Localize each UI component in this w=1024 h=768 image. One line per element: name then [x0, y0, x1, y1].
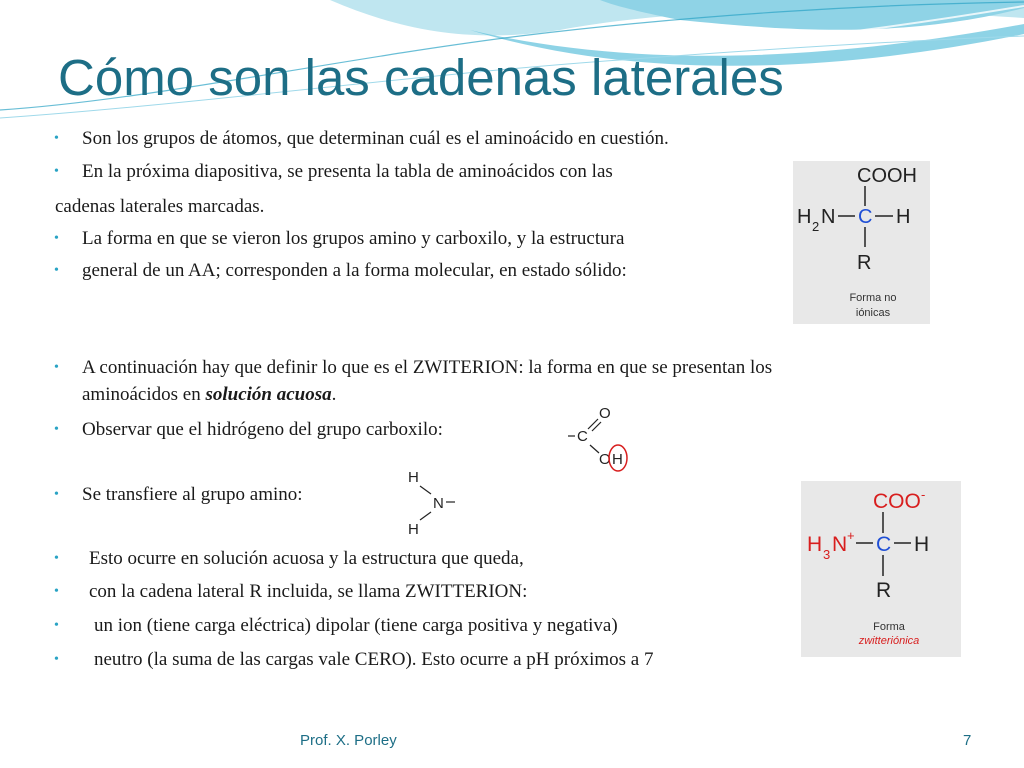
carboxyl-group-diagram — [566, 400, 650, 490]
text-fragment: . — [331, 384, 337, 405]
carbon-label: C — [577, 428, 588, 445]
nonionic-structure-figure — [793, 161, 930, 324]
ammonium-subscript-label: 3 — [823, 547, 831, 562]
emphasis-text: solución acuosa — [205, 384, 332, 405]
bullet-marker: • — [54, 618, 59, 633]
text-fragment: aminoácidos en — [82, 384, 206, 405]
alpha-carbon-label: C — [876, 533, 892, 556]
bullet-marker: • — [54, 422, 59, 437]
figure-caption: Forma no — [849, 292, 897, 304]
text-line: En la próxima diapositiva, se presenta la tabla de aminoácidos con las — [82, 161, 613, 182]
bullet-marker: • — [54, 131, 59, 146]
nitrogen-label: N — [433, 495, 444, 512]
zwitterion-structure-figure — [801, 481, 961, 657]
hydrogen-label: H — [612, 451, 623, 468]
figure-caption: zwitteriónica — [858, 635, 920, 647]
amino-group-figure — [393, 462, 459, 542]
figure-caption: iónicas — [855, 307, 891, 319]
amino-subscript-label: 2 — [812, 219, 820, 234]
page-number: 7 — [963, 732, 972, 749]
r-group-label: R — [857, 252, 872, 274]
text-line: La forma en que se vieron los grupos amino y carboxilo, y la estructura — [82, 228, 625, 249]
amino-group-diagram — [393, 462, 459, 542]
negative-charge-label: - — [921, 487, 926, 502]
bullet-marker: • — [54, 164, 59, 179]
bond-line — [420, 512, 431, 520]
carboxylate-label: COO — [873, 490, 921, 513]
zwitterion-structure-diagram — [801, 481, 961, 657]
bullet-marker: • — [54, 231, 59, 246]
amino-n-label: N — [821, 206, 836, 228]
bond-line — [590, 445, 599, 453]
alpha-carbon-label: C — [858, 206, 873, 228]
nonionic-structure-diagram — [793, 161, 930, 324]
text-line: un ion (tiene carga eléctrica) dipolar (tiene carga positiva y negativa) — [94, 615, 618, 636]
cooh-label: COOH — [857, 165, 917, 187]
bullet-marker: • — [54, 263, 59, 278]
slide-title: Cómo son las cadenas laterales — [58, 49, 784, 106]
hydrogen-label: H — [408, 469, 419, 486]
figure-caption: Forma — [873, 621, 905, 633]
ammonium-h-label: H — [807, 533, 823, 556]
bullet-marker: • — [54, 584, 59, 599]
ammonium-n-label: N — [832, 533, 848, 556]
amino-h-label: H — [797, 206, 812, 228]
text-line-emphasis — [82, 383, 336, 407]
hydrogen-label: H — [914, 533, 930, 556]
text-line: Se transfiere al grupo amino: — [82, 484, 303, 505]
text-line: A continuación hay que definir lo que es el ZWITERION: la forma en que se presentan los — [82, 357, 773, 378]
text-line: cadenas laterales marcadas. — [55, 196, 265, 217]
bullet-marker: • — [54, 487, 59, 502]
text-line: neutro (la suma de las cargas vale CERO). Esto ocurre a pH próximos a 7 — [94, 649, 654, 670]
oxygen-label: O — [599, 451, 611, 468]
r-group-label: R — [876, 579, 892, 602]
text-line: general de un AA; corresponden a la forma molecular, en estado sólido: — [82, 260, 627, 281]
bond-line — [420, 486, 431, 494]
bond-line — [588, 419, 598, 429]
oxygen-label: O — [599, 405, 611, 422]
positive-charge-label: + — [847, 528, 855, 543]
text-line: Observar que el hidrógeno del grupo carboxilo: — [82, 419, 443, 440]
bullet-marker: • — [54, 360, 59, 375]
text-line: Son los grupos de átomos, que determinan cuál es el aminoácido en cuestión. — [82, 128, 669, 149]
text-line: con la cadena lateral R incluida, se llama ZWITTERION: — [89, 581, 528, 602]
hydrogen-label: H — [408, 521, 419, 538]
text-line: Esto ocurre en solución acuosa y la estructura que queda, — [89, 548, 524, 569]
bullet-marker: • — [54, 652, 59, 667]
hydrogen-label: H — [896, 206, 911, 228]
bullet-marker: • — [54, 551, 59, 566]
footer-author: Prof. X. Porley — [300, 732, 397, 749]
carboxyl-group-figure — [566, 400, 650, 490]
